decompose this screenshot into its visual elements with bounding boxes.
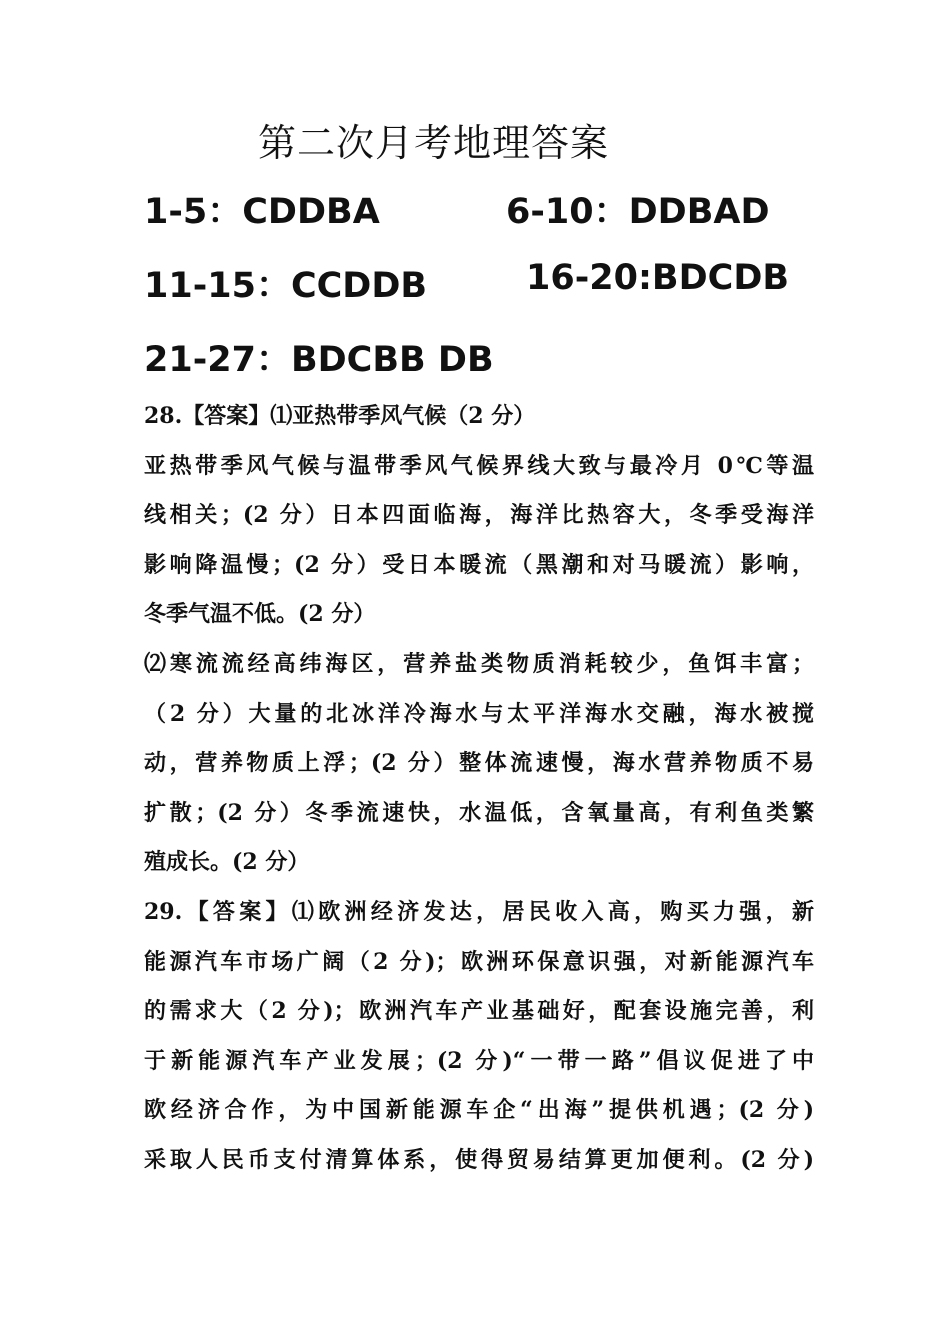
answer-body: [144, 392, 814, 1186]
answers-1-5: 1-5：CDDBA: [144, 192, 380, 232]
answer-line: ⑵寒流流经高纬海区，营养盐类物质消耗较少，鱼饵丰富；: [144, 650, 814, 677]
answer-line: 冬季气温不低。(2 分）: [144, 601, 376, 628]
answer-line: 28.【答案】⑴亚热带季风气候（2 分）: [144, 403, 536, 429]
answer-line: 扩散；(2 分）冬季流速快，水温低，含氧量高，有利鱼类繁: [144, 799, 814, 826]
answer-line: 于新能源汽车产业发展；(2 分)“一带一路”倡议促进了中: [144, 1047, 814, 1074]
answer-line: 的需求大（2 分)；欧洲汽车产业基础好，配套设施完善，利: [144, 998, 814, 1025]
answers-11-15: 11-15：CCDDB: [144, 266, 428, 306]
answers-16-20: 16-20:BDCDB: [526, 258, 790, 298]
answer-line: 采取人民币支付清算体系，使得贸易结算更加便利。(2 分): [144, 1146, 814, 1173]
answers-21-27: 21-27：BDCBB DB: [144, 340, 494, 380]
answers-6-10: 6-10：DDBAD: [506, 192, 770, 232]
answer-line: 29.【答案】⑴欧洲经济发达，居民收入高，购买力强，新: [144, 898, 814, 925]
answer-line: 能源汽车市场广阔（2 分)；欧洲环保意识强，对新能源汽车: [144, 948, 814, 975]
answer-line: （2 分）大量的北冰洋冷海水与太平洋海水交融，海水被搅: [144, 700, 814, 727]
answer-line: 亚热带季风气候与温带季风气候界线大致与最冷月 0℃等温: [144, 452, 814, 479]
answer-line: 影响降温慢；(2 分）受日本暖流（黑潮和对马暖流）影响，: [144, 551, 814, 578]
answer-line: 欧经济合作，为中国新能源车企“出海”提供机遇；(2 分): [144, 1097, 814, 1124]
answer-line: 动，营养物质上浮；(2 分）整体流速慢，海水营养物质不易: [144, 750, 814, 777]
document-title: 第二次月考地理答案: [258, 121, 610, 165]
answer-line: 线相关；(2 分）日本四面临海，海洋比热容大，冬季受海洋: [144, 502, 814, 529]
answer-line: 殖成长。(2 分）: [144, 849, 310, 876]
